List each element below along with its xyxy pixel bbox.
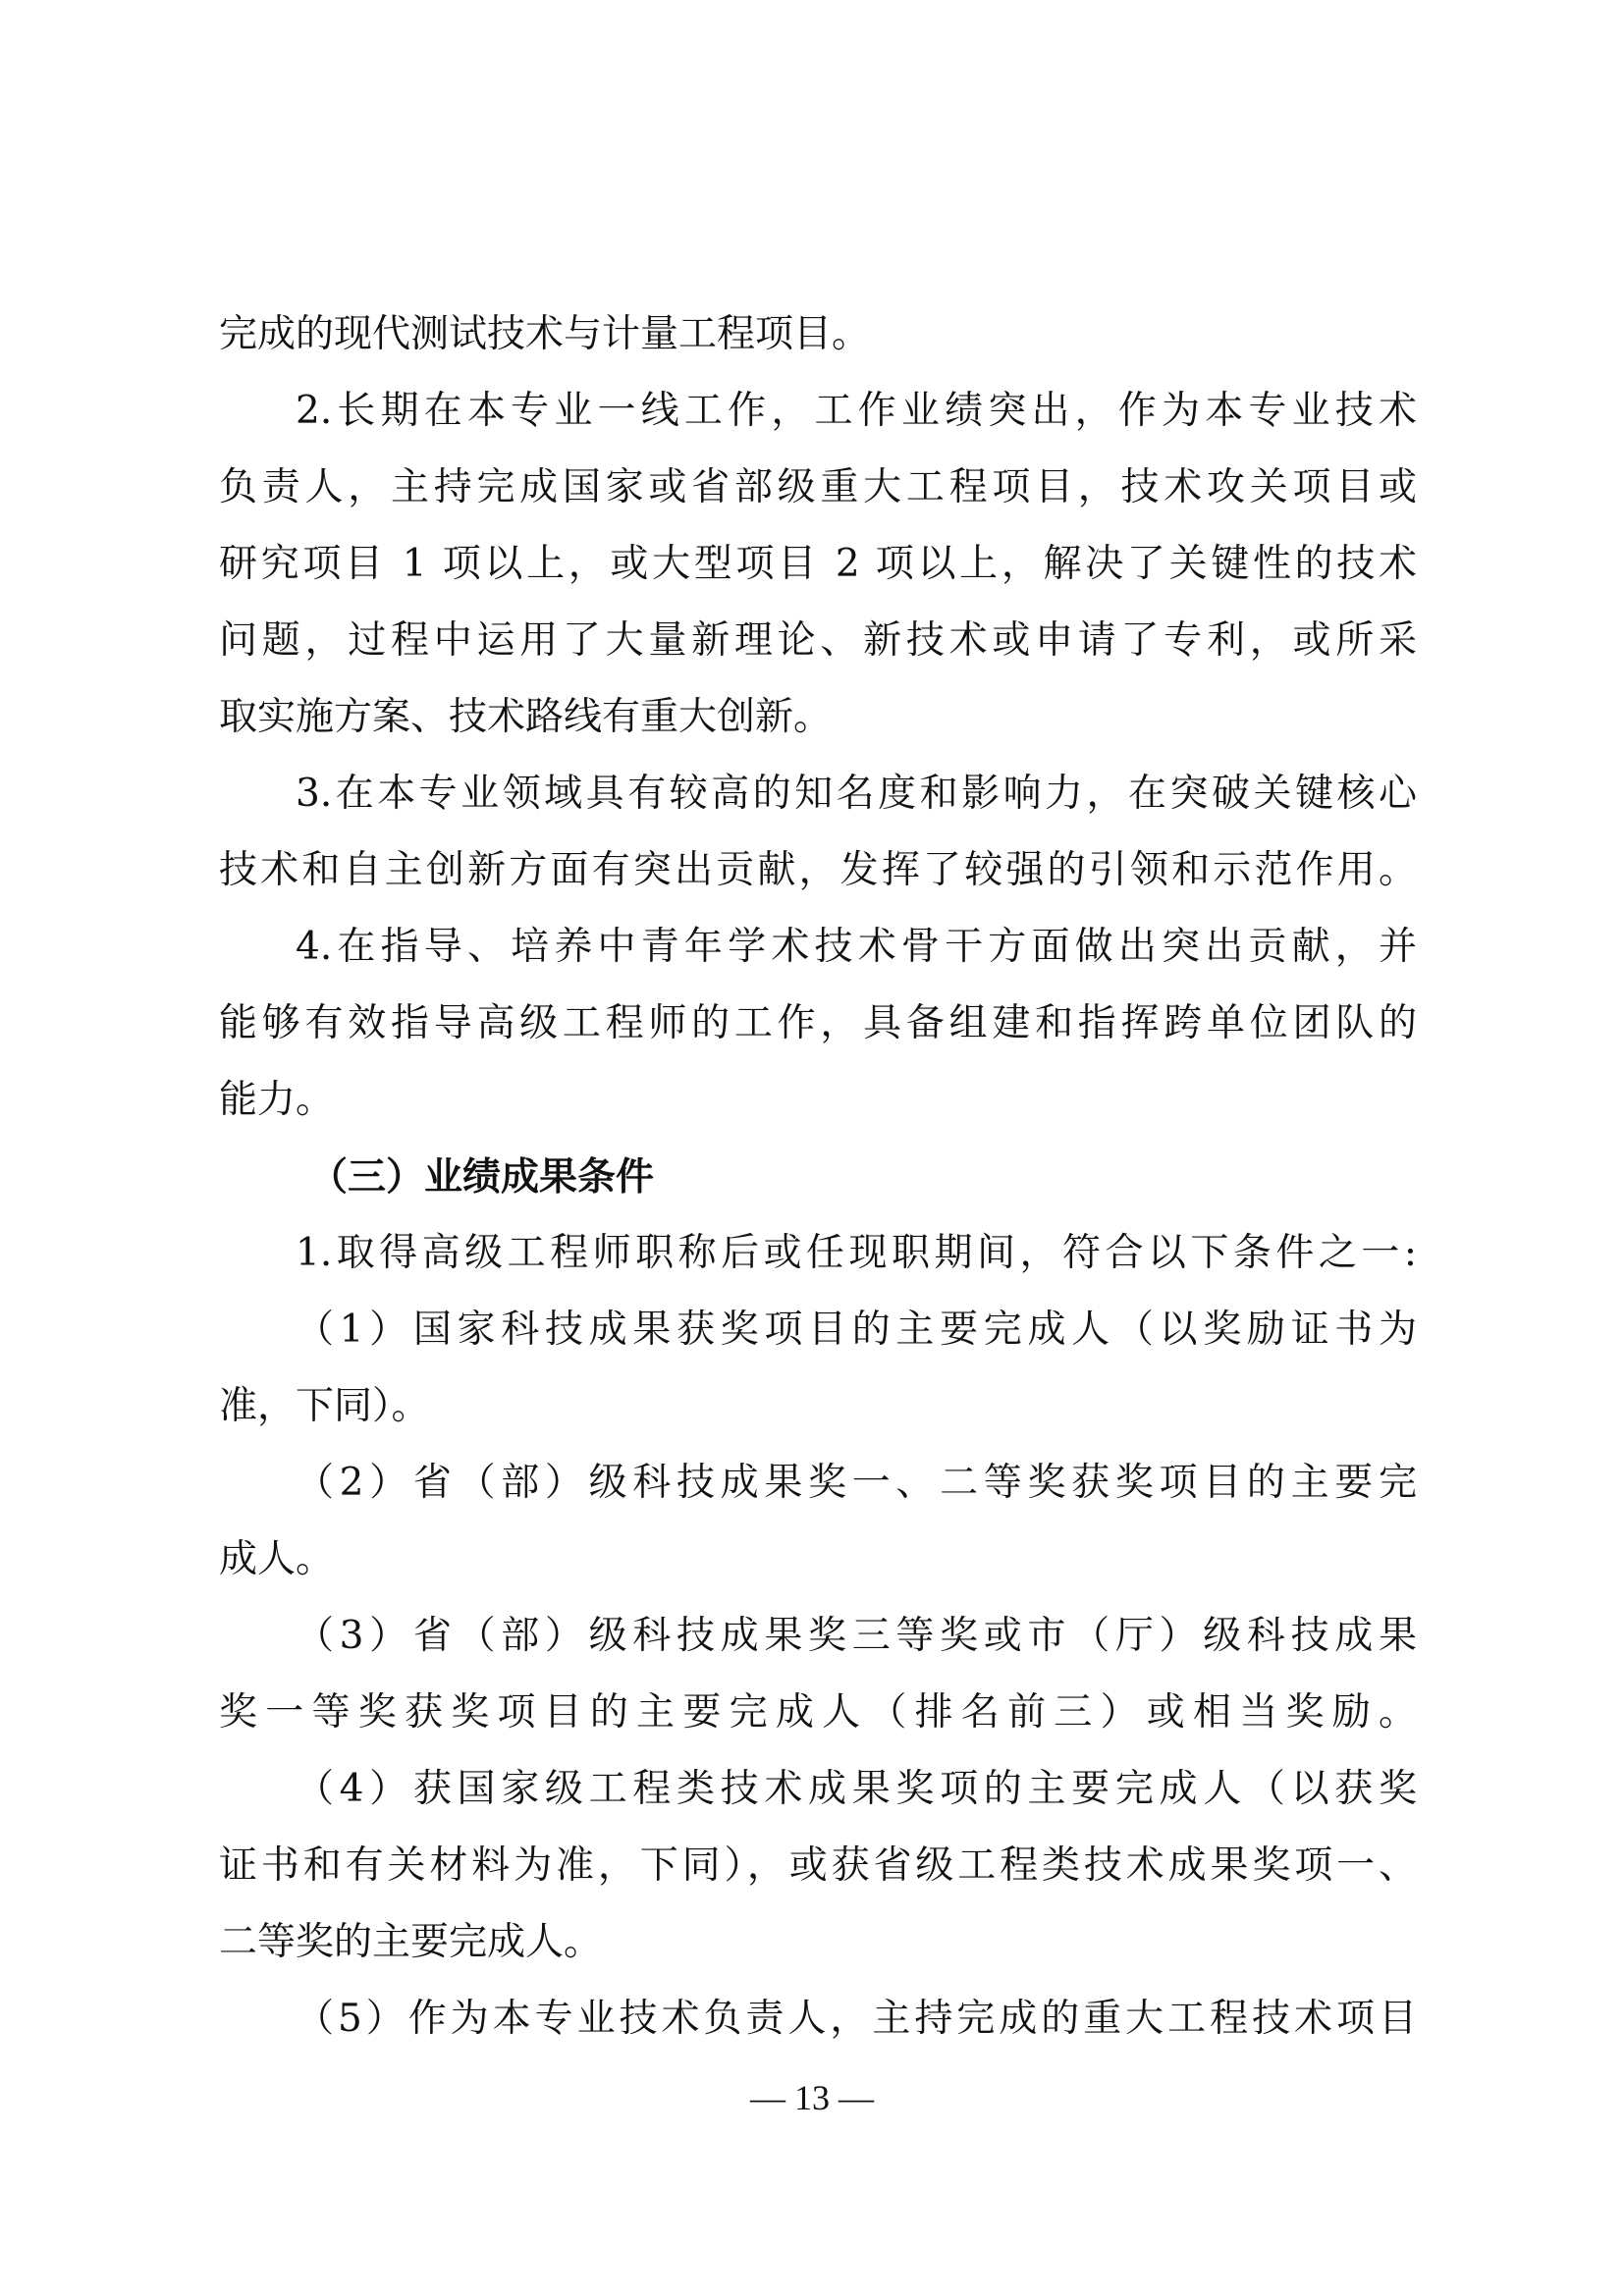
paragraph-start: 1.取得高级工程师职称后或任现职期间，符合以下条件之一:: [296, 1231, 1417, 1275]
text-line: 问题，过程中运用了大量新理论、新技术或申请了专利，或所采: [219, 618, 1417, 663]
paragraph-start: （1）国家科技成果获奖项目的主要完成人（以奖励证书为: [296, 1308, 1417, 1352]
paragraph-start: （3）省（部）级科技成果奖三等奖或市（厅）级科技成果: [296, 1614, 1417, 1658]
text-line: 取实施方案、技术路线有重大创新。: [219, 695, 833, 739]
text-line: 负责人，主持完成国家或省部级重大工程项目，技术攻关项目或: [219, 465, 1417, 509]
paragraph-start: （4）获国家级工程类技术成果奖项的主要完成人（以获奖: [296, 1767, 1417, 1811]
paragraph-start: （5）作为本专业技术负责人，主持完成的重大工程技术项目: [296, 1997, 1417, 2041]
text-line: 证书和有关材料为准，下同），或获省级工程类技术成果奖项一、: [219, 1843, 1417, 1888]
text-line: 完成的现代测试技术与计量工程项目。: [219, 312, 871, 356]
paragraph-start: 2.长期在本专业一线工作，工作业绩突出，作为本专业技术: [296, 389, 1417, 433]
text-line: 成人。: [219, 1537, 335, 1581]
text-line: 能力。: [219, 1078, 335, 1122]
text-line: 准，下同）。: [219, 1384, 430, 1428]
text-line: 二等奖的主要完成人。: [219, 1920, 603, 1964]
text-line: 奖一等奖获奖项目的主要完成人（排名前三）或相当奖励。: [219, 1690, 1417, 1735]
paragraph-start: 4.在指导、培养中青年学术技术骨干方面做出突出贡献，并: [296, 925, 1417, 969]
text-line: 技术和自主创新方面有突出贡献，发挥了较强的引领和示范作用。: [219, 848, 1417, 892]
page-number: — 13 —: [750, 2078, 874, 2117]
text-line: 研究项目 1 项以上，或大型项目 2 项以上，解决了关键性的技术: [219, 542, 1417, 586]
paragraph-start: 3.在本专业领域具有较高的知名度和影响力，在突破关键核心: [296, 772, 1417, 816]
paragraph-start: （2）省（部）级科技成果奖一、二等奖获奖项目的主要完: [296, 1461, 1417, 1505]
document-body: [219, 296, 1417, 2057]
section-heading: （三）业绩成果条件: [309, 1154, 655, 1200]
text-line: 能够有效指导高级工程师的工作，具备组建和指挥跨单位团队的: [219, 1001, 1417, 1045]
